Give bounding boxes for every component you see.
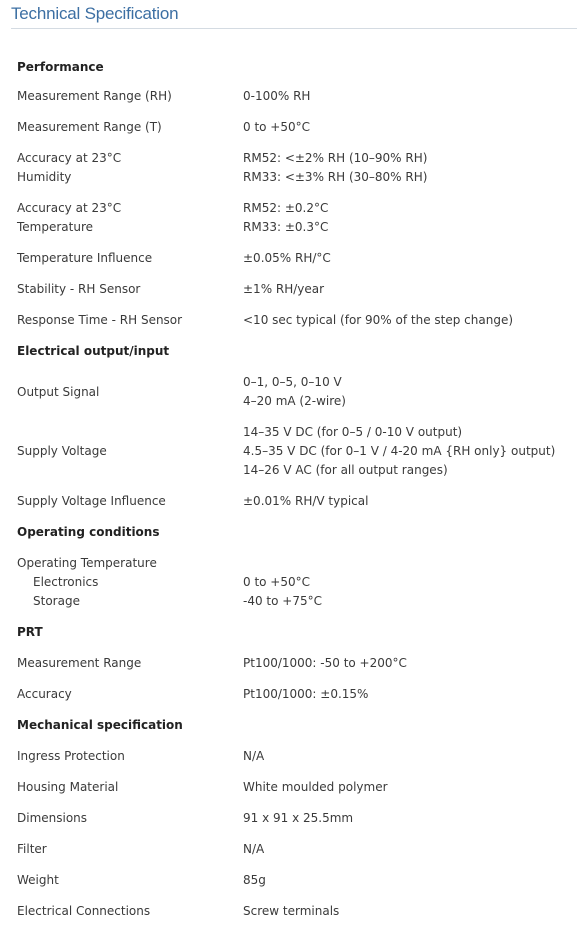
table-row (11, 193, 571, 243)
row-value: 0-100% RH (243, 89, 311, 103)
row-value-line: RM33: <±3% RH (30–80% RH) (243, 170, 428, 184)
row-value: White moulded polymer (243, 780, 388, 794)
table-row (11, 772, 571, 803)
title-divider (11, 28, 577, 29)
row-label: Supply Voltage (17, 444, 107, 458)
table-row (11, 243, 571, 274)
section-performance (11, 54, 571, 81)
row-label: Weight (17, 873, 59, 887)
row-value: Pt100/1000: -50 to +200°C (243, 656, 407, 670)
section-heading: Performance (17, 60, 104, 74)
section-prt (11, 617, 571, 648)
table-row (11, 834, 571, 865)
table-row (11, 803, 571, 834)
section-mechanical (11, 710, 571, 741)
row-label: Accuracy (17, 687, 72, 701)
row-label: Response Time - RH Sensor (17, 313, 183, 327)
row-value (237, 193, 571, 243)
table-row (11, 865, 571, 896)
row-label: Housing Material (17, 780, 119, 794)
row-label: Dimensions (17, 811, 88, 825)
row-label-line: Storage (33, 594, 80, 608)
row-label: Measurement Range (T) (17, 120, 162, 134)
row-label-line: Electronics (33, 575, 99, 589)
row-label: Temperature Influence (17, 251, 153, 265)
section-heading: Electrical output/input (17, 344, 170, 358)
row-label-line: Accuracy at 23°C (17, 201, 122, 215)
row-label-line: Operating Temperature (17, 556, 157, 570)
row-label: Filter (17, 842, 47, 856)
row-value-line: RM33: ±0.3°C (243, 220, 329, 234)
row-value (237, 367, 571, 417)
row-value-line: 0–1, 0–5, 0–10 V (243, 375, 342, 389)
row-value: 0 to +50°C (243, 120, 311, 134)
table-row (11, 679, 571, 710)
row-value: N/A (243, 749, 265, 763)
table-row (11, 548, 571, 617)
row-value-line: 4–20 mA (2-wire) (243, 394, 346, 408)
table-row (11, 143, 571, 193)
row-value: N/A (243, 842, 265, 856)
table-row (11, 305, 571, 336)
row-label (11, 143, 237, 193)
row-label: Supply Voltage Influence (17, 494, 166, 508)
row-value: ±1% RH/year (243, 282, 325, 296)
table-row (11, 896, 571, 927)
table-row (11, 81, 571, 112)
table-row (11, 648, 571, 679)
row-value-line: RM52: <±2% RH (10–90% RH) (243, 151, 428, 165)
row-value (237, 417, 571, 486)
row-value: <10 sec typical (for 90% of the step change) (243, 313, 514, 327)
row-value-line: 0 to +50°C (243, 575, 311, 589)
section-heading: PRT (17, 625, 43, 639)
table-row (11, 274, 571, 305)
row-value: ±0.05% RH/°C (243, 251, 331, 265)
row-label-line: Temperature (17, 220, 94, 234)
row-value-line: 4.5–35 V DC (for 0–1 V / 4-20 mA {RH only} output) (243, 444, 556, 458)
row-label (11, 193, 237, 243)
section-heading: Mechanical specification (17, 718, 183, 732)
row-value-line: 14–35 V DC (for 0–5 / 0-10 V output) (243, 425, 463, 439)
row-value-line (243, 554, 565, 573)
row-value: 91 x 91 x 25.5mm (243, 811, 354, 825)
table-row (11, 417, 571, 486)
row-label: Measurement Range (RH) (17, 89, 172, 103)
row-value-line: RM52: ±0.2°C (243, 201, 329, 215)
page-title: Technical Specification (11, 4, 179, 23)
row-value (237, 143, 571, 193)
section-electrical (11, 336, 571, 367)
row-value: 85g (243, 873, 266, 887)
row-value: Pt100/1000: ±0.15% (243, 687, 369, 701)
row-label: Output Signal (17, 384, 100, 399)
row-value (237, 548, 571, 617)
section-operating (11, 517, 571, 548)
row-label (11, 548, 237, 617)
row-value: ±0.01% RH/V typical (243, 494, 369, 508)
row-label: Stability - RH Sensor (17, 282, 141, 296)
row-value-line: 14–26 V AC (for all output ranges) (243, 463, 448, 477)
row-label: Measurement Range (17, 656, 142, 670)
row-label: Ingress Protection (17, 749, 125, 763)
row-value: Screw terminals (243, 904, 340, 918)
table-row (11, 486, 571, 517)
table-row (11, 112, 571, 143)
row-value-line: -40 to +75°C (243, 594, 322, 608)
row-label-line: Humidity (17, 170, 72, 184)
table-row (11, 367, 571, 417)
table-row (11, 741, 571, 772)
row-label: Electrical Connections (17, 904, 151, 918)
row-label-line: Accuracy at 23°C (17, 151, 122, 165)
section-heading: Operating conditions (17, 525, 160, 539)
spec-table (11, 54, 571, 927)
